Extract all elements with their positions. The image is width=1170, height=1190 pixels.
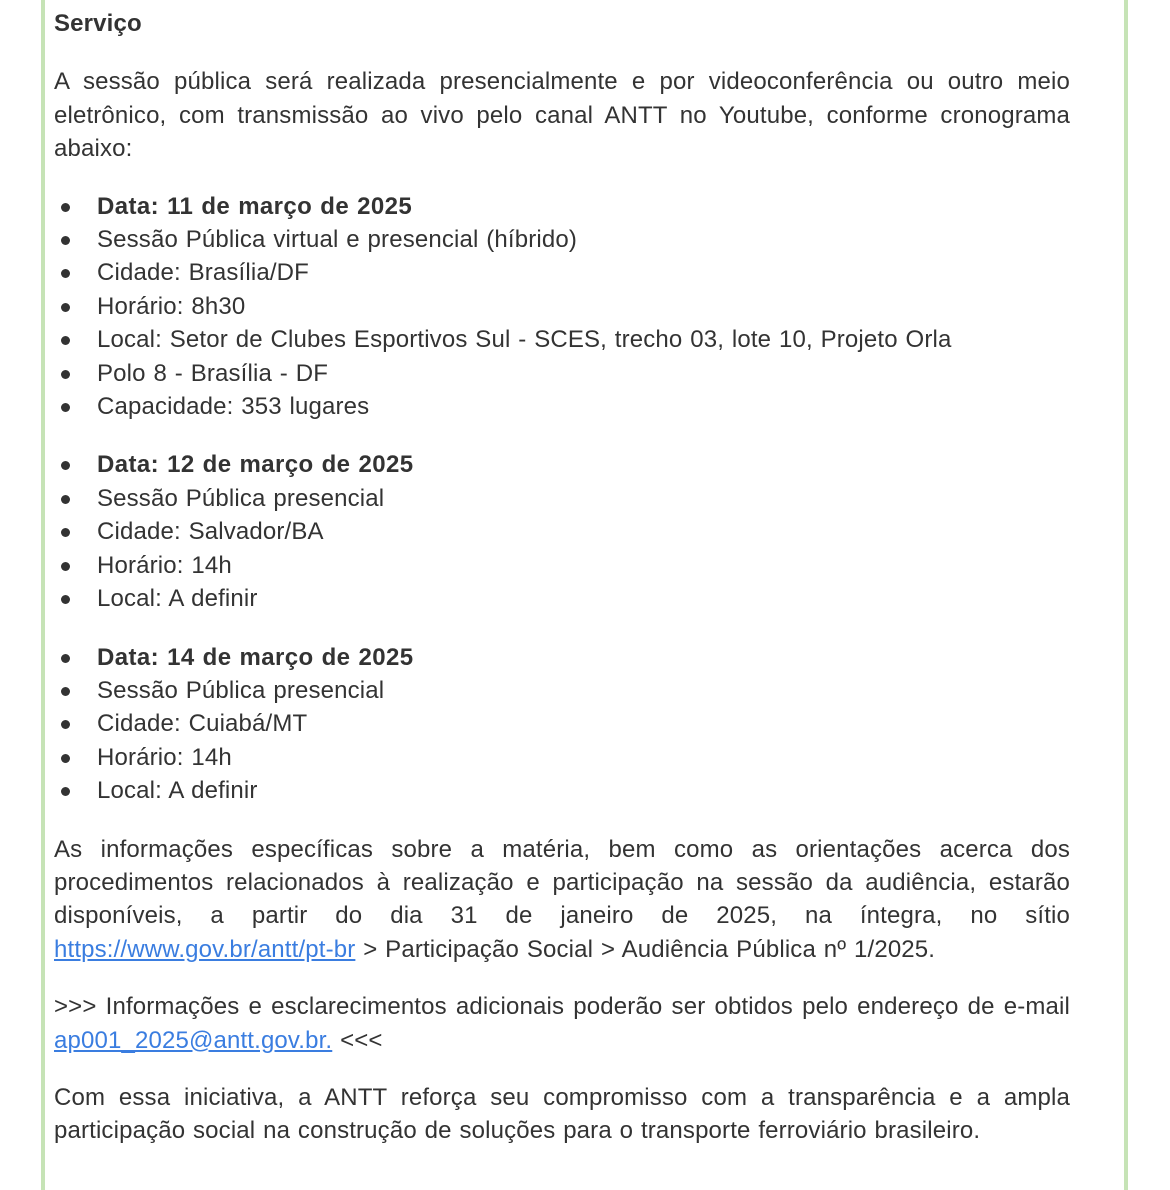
session-date: Data: 11 de março de 2025 — [54, 190, 1070, 223]
bullet-icon — [61, 787, 70, 796]
list-item: Horário: 14h — [54, 549, 1070, 582]
bullet-icon — [61, 528, 70, 537]
list-item: Cidade: Brasília/DF — [54, 256, 1070, 289]
bullet-icon — [61, 370, 70, 379]
list-item: Horário: 14h — [54, 741, 1070, 774]
closing-paragraph: Com essa iniciativa, a ANTT reforça seu compromisso com a transparência e a ampla participação social na construção de soluções para o transporte ferroviário brasileiro. — [54, 1083, 1070, 1145]
session-list-2 — [54, 448, 1070, 615]
intro-paragraph: A sessão pública será realizada presencialmente e por videoconferência ou outro meio eletrônico, com transmissão ao vivo pelo canal ANTT no Youtube, conforme cronograma abaixo: — [54, 68, 1070, 163]
bullet-icon — [61, 403, 70, 412]
bullet-icon — [61, 269, 70, 278]
list-item: Capacidade: 353 lugares — [54, 390, 1070, 423]
bullet-icon — [61, 754, 70, 763]
bullet-icon — [61, 336, 70, 345]
list-item: Sessão Pública virtual e presencial (híbrido) — [54, 223, 1070, 256]
contact-paragraph: >>> Informações e esclarecimentos adicionais poderão ser obtidos pelo endereço de e-mail ap001_2025@antt.gov.br. <<< — [54, 993, 1070, 1054]
list-item: Polo 8 - Brasília - DF — [54, 357, 1070, 390]
bullet-icon — [61, 654, 70, 663]
list-item: Sessão Pública presencial — [54, 674, 1070, 707]
session-list-1 — [54, 190, 1070, 424]
list-item: Local: A definir — [54, 582, 1070, 615]
bullet-icon — [61, 595, 70, 604]
bullet-icon — [61, 203, 70, 212]
contact-email-link[interactable]: ap001_2025@antt.gov.br. — [54, 1026, 333, 1054]
list-item: Horário: 8h30 — [54, 290, 1070, 323]
list-item: Cidade: Salvador/BA — [54, 515, 1070, 548]
bullet-icon — [61, 495, 70, 504]
bullet-icon — [61, 303, 70, 312]
list-item: Sessão Pública presencial — [54, 482, 1070, 515]
bullet-icon — [61, 236, 70, 245]
info-paragraph: As informações específicas sobre a matéria, bem como as orientações acerca dos procedimentos relacionados à realização e participação na sessão da audiência, estarão disponíveis, a partir do dia 31 de janeiro de 2025, na íntegra, no sítio https://www.gov.br/antt/pt-br > Participação Social > Audiência Pública nº 1/2025. — [54, 835, 1070, 963]
session-date: Data: 12 de março de 2025 — [54, 448, 1070, 481]
list-item: Cidade: Cuiabá/MT — [54, 707, 1070, 740]
session-date: Data: 14 de março de 2025 — [54, 641, 1070, 674]
bullet-icon — [61, 562, 70, 571]
bullet-icon — [61, 687, 70, 696]
list-item: Local: Setor de Clubes Esportivos Sul - SCES, trecho 03, lote 10, Projeto Orla — [54, 323, 1070, 356]
list-item: Local: A definir — [54, 774, 1070, 807]
bullet-icon — [61, 461, 70, 470]
section-heading: Serviço — [54, 10, 142, 37]
bullet-icon — [61, 720, 70, 729]
antt-website-link[interactable]: https://www.gov.br/antt/pt-br — [54, 935, 356, 963]
session-list-3 — [54, 641, 1070, 808]
article-content — [54, 7, 1070, 1172]
